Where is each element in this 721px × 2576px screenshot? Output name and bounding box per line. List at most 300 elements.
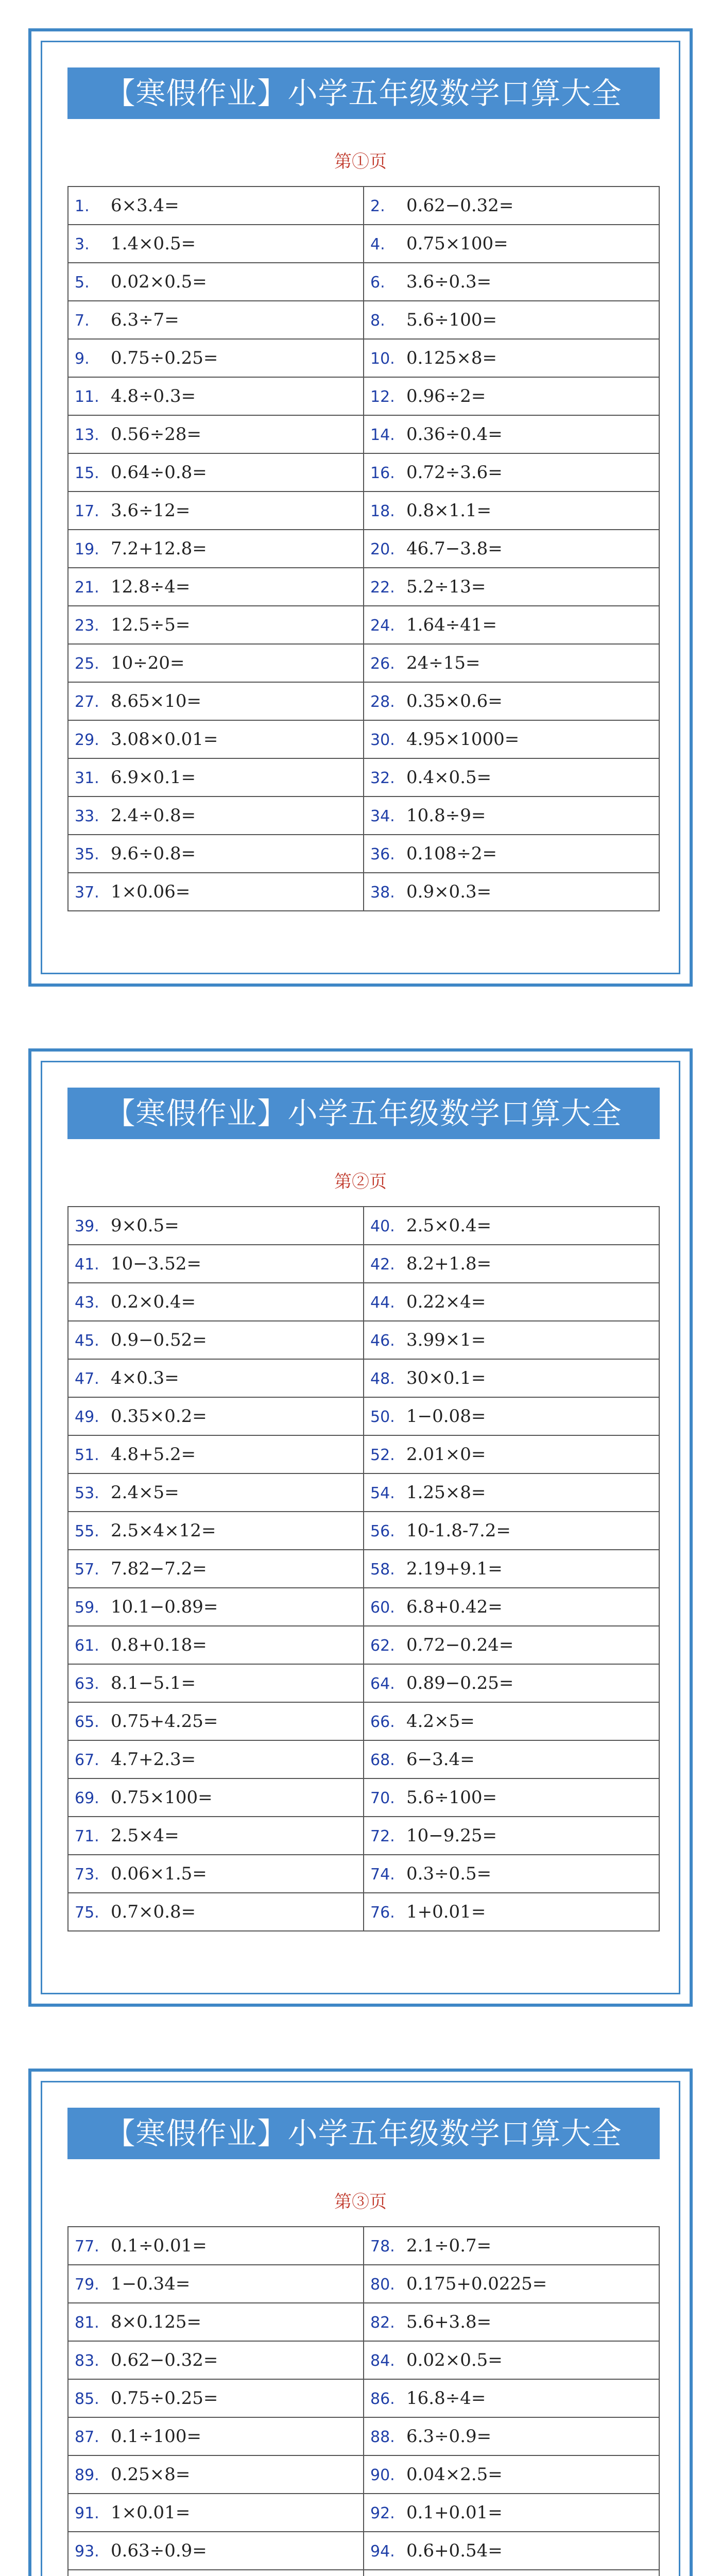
problem-expression: 12.5÷5= xyxy=(111,615,191,635)
problem-cell xyxy=(364,1817,659,1855)
problem-cell xyxy=(68,1512,364,1550)
problem-cell xyxy=(68,1740,364,1778)
problem-number: 24. xyxy=(370,617,395,635)
table-row xyxy=(68,2570,659,2576)
problem-cell xyxy=(68,2455,364,2494)
problem-number: 84. xyxy=(370,2352,395,2370)
problem-number: 23. xyxy=(75,617,99,635)
problem-cell xyxy=(68,263,364,301)
problem-expression: 3.6÷12= xyxy=(111,500,191,521)
problem-number: 31. xyxy=(75,769,99,787)
table-row xyxy=(68,301,659,339)
problem-cell xyxy=(364,415,659,453)
table-row xyxy=(68,1359,659,1397)
problem-number: 26. xyxy=(370,655,395,673)
problem-expression: 10−3.52= xyxy=(111,1253,201,1274)
problem-number: 29. xyxy=(75,731,99,749)
problem-expression: 0.35×0.2= xyxy=(111,1406,207,1427)
problem-expression: 10.1−0.89= xyxy=(111,1597,218,1617)
problem-cell xyxy=(364,1435,659,1473)
problem-number: 45. xyxy=(75,1332,99,1350)
table-row xyxy=(68,835,659,873)
table-row xyxy=(68,2265,659,2303)
table-row xyxy=(68,644,659,682)
problem-cell xyxy=(68,606,364,644)
problem-expression: 0.175+0.0225= xyxy=(406,2274,547,2294)
problem-cell xyxy=(364,2265,659,2303)
problem-number: 91. xyxy=(75,2504,99,2522)
problem-expression: 10÷20= xyxy=(111,653,185,673)
problem-cell xyxy=(68,1359,364,1397)
problem-number: 12. xyxy=(370,388,395,406)
problem-expression: 0.89−0.25= xyxy=(406,1673,514,1693)
problem-expression: 0.8+0.18= xyxy=(111,1635,207,1655)
problem-number: 50. xyxy=(370,1408,395,1426)
problem-cell xyxy=(364,2532,659,2570)
problem-number: 67. xyxy=(75,1751,99,1769)
table-row xyxy=(68,225,659,263)
problem-cell xyxy=(68,187,364,225)
problem-number: 79. xyxy=(75,2276,99,2294)
problem-expression: 0.7×0.8= xyxy=(111,1902,196,1922)
worksheet-page xyxy=(28,1048,693,2007)
table-row xyxy=(68,263,659,301)
problem-cell xyxy=(364,1473,659,1512)
problem-expression: 4.8÷0.3= xyxy=(111,386,196,406)
problem-expression: 4.2×5= xyxy=(406,1711,475,1732)
problem-number: 49. xyxy=(75,1408,99,1426)
problem-number: 76. xyxy=(370,1904,395,1922)
problem-expression: 5.6÷100= xyxy=(406,310,497,330)
problem-expression: 10−9.25= xyxy=(406,1825,497,1846)
problem-cell xyxy=(68,2379,364,2417)
table-row xyxy=(68,453,659,492)
problem-cell xyxy=(364,339,659,377)
problem-expression: 0.96÷2= xyxy=(406,386,486,406)
problem-expression: 1×0.01= xyxy=(111,2502,191,2523)
problem-expression: 2.01×0= xyxy=(406,1444,486,1465)
problem-table xyxy=(67,2226,660,2576)
problem-number: 89. xyxy=(75,2466,99,2484)
problem-cell xyxy=(68,1550,364,1588)
problem-expression: 0.62−0.32= xyxy=(406,195,514,216)
problem-number: 35. xyxy=(75,845,99,863)
problem-expression: 8.65×10= xyxy=(111,691,201,711)
table-row xyxy=(68,1321,659,1359)
problem-number: 66. xyxy=(370,1713,395,1731)
problem-cell xyxy=(68,568,364,606)
problem-number: 20. xyxy=(370,540,395,558)
problem-expression: 16.8÷4= xyxy=(406,2388,486,2409)
problem-expression: 0.25×8= xyxy=(111,2464,191,2485)
table-row xyxy=(68,1855,659,1893)
problem-cell xyxy=(364,1778,659,1817)
table-row xyxy=(68,1397,659,1435)
problem-expression: 0.9−0.52= xyxy=(111,1330,207,1350)
problem-cell xyxy=(68,1817,364,1855)
problem-number: 14. xyxy=(370,426,395,444)
problem-expression: 0.02×0.5= xyxy=(406,2350,503,2370)
problem-expression: 0.75÷0.25= xyxy=(111,2388,218,2409)
problem-cell xyxy=(364,1321,659,1359)
problem-number: 33. xyxy=(75,807,99,825)
problem-cell xyxy=(364,1283,659,1321)
problem-cell xyxy=(68,796,364,835)
problem-expression: 1.25×8= xyxy=(406,1482,486,1503)
problem-number: 70. xyxy=(370,1789,395,1807)
problem-expression: 1.4×0.5= xyxy=(111,233,196,254)
problem-cell xyxy=(68,453,364,492)
problem-number: 63. xyxy=(75,1675,99,1693)
problem-cell xyxy=(364,530,659,568)
problem-number: 69. xyxy=(75,1789,99,1807)
problem-number: 48. xyxy=(370,1370,395,1388)
problem-number: 8. xyxy=(370,312,385,330)
problem-expression: 0.6+0.54= xyxy=(406,2540,503,2561)
table-row xyxy=(68,339,659,377)
problem-cell xyxy=(68,492,364,530)
problem-expression: 46.7−3.8= xyxy=(406,538,503,559)
problem-expression: 0.125×8= xyxy=(406,348,497,368)
problem-expression: 6.3÷0.9= xyxy=(406,2426,492,2447)
table-row xyxy=(68,377,659,415)
problem-expression: 0.75+4.25= xyxy=(111,1711,218,1732)
table-row xyxy=(68,2417,659,2455)
table-row xyxy=(68,1550,659,1588)
problem-expression: 5.6÷100= xyxy=(406,1787,497,1808)
table-row xyxy=(68,1664,659,1702)
problem-number: 41. xyxy=(75,1256,99,1274)
problem-expression: 0.02×0.5= xyxy=(111,272,207,292)
problem-number: 68. xyxy=(370,1751,395,1769)
problem-expression: 2.4÷0.8= xyxy=(111,805,196,826)
table-row xyxy=(68,2532,659,2570)
table-row xyxy=(68,1740,659,1778)
problem-cell xyxy=(68,377,364,415)
problem-expression: 0.1÷100= xyxy=(111,2426,201,2447)
problem-number: 90. xyxy=(370,2466,395,2484)
problem-number: 27. xyxy=(75,693,99,711)
table-row xyxy=(68,796,659,835)
problem-expression: 0.72÷3.6= xyxy=(406,462,503,483)
problem-cell xyxy=(68,2532,364,2570)
problem-number: 56. xyxy=(370,1522,395,1540)
problem-number: 77. xyxy=(75,2238,99,2256)
problem-cell xyxy=(364,492,659,530)
problem-expression: 9.6÷0.8= xyxy=(111,843,196,864)
problem-cell xyxy=(364,1359,659,1397)
table-row xyxy=(68,568,659,606)
table-row xyxy=(68,1778,659,1817)
problem-number: 28. xyxy=(370,693,395,711)
problem-cell xyxy=(68,2570,364,2576)
problem-expression: 10-1.8-7.2= xyxy=(406,1520,511,1541)
problem-cell xyxy=(68,530,364,568)
table-row xyxy=(68,1702,659,1740)
problem-cell xyxy=(68,1778,364,1817)
problem-number: 71. xyxy=(75,1827,99,1845)
table-row xyxy=(68,1473,659,1512)
table-row xyxy=(68,682,659,720)
problem-number: 65. xyxy=(75,1713,99,1731)
problem-expression: 2.5×4= xyxy=(111,1825,179,1846)
problem-expression: 0.36÷0.4= xyxy=(406,424,503,445)
problem-cell xyxy=(364,2417,659,2455)
problem-cell xyxy=(68,644,364,682)
table-row xyxy=(68,1817,659,1855)
problem-expression: 0.9×0.3= xyxy=(406,882,492,902)
problem-cell xyxy=(364,2379,659,2417)
problem-expression: 4×0.3= xyxy=(111,1368,179,1388)
problem-number: 43. xyxy=(75,1294,99,1312)
problem-cell xyxy=(364,301,659,339)
problem-cell xyxy=(68,301,364,339)
problem-expression: 2.5×4×12= xyxy=(111,1520,216,1541)
table-row xyxy=(68,2494,659,2532)
problem-cell xyxy=(364,1664,659,1702)
problem-cell xyxy=(68,1855,364,1893)
table-row xyxy=(68,1207,659,1245)
problem-expression: 7.82−7.2= xyxy=(111,1558,207,1579)
problem-expression: 0.1÷0.01= xyxy=(111,2235,207,2256)
problem-cell xyxy=(364,453,659,492)
problem-number: 6. xyxy=(370,274,385,292)
problem-number: 51. xyxy=(75,1446,99,1464)
problem-expression: 8.2+1.8= xyxy=(406,1253,492,1274)
problem-number: 25. xyxy=(75,655,99,673)
problem-number: 52. xyxy=(370,1446,395,1464)
problem-number: 75. xyxy=(75,1904,99,1922)
problem-cell xyxy=(364,720,659,758)
page-title-banner: 【寒假作业】小学五年级数学口算大全 xyxy=(67,67,660,119)
problem-number: 46. xyxy=(370,1332,395,1350)
problem-number: 21. xyxy=(75,579,99,597)
problem-number: 17. xyxy=(75,502,99,520)
problem-number: 37. xyxy=(75,884,99,902)
problem-number: 4. xyxy=(370,235,385,253)
problem-number: 83. xyxy=(75,2352,99,2370)
problem-number: 42. xyxy=(370,1256,395,1274)
problem-number: 1. xyxy=(75,197,90,215)
problem-expression: 6.9×0.1= xyxy=(111,767,196,788)
problem-number: 9. xyxy=(75,350,90,368)
problem-expression: 24÷15= xyxy=(406,653,480,673)
problem-expression: 0.4×0.5= xyxy=(406,767,492,788)
problem-expression: 1×0.06= xyxy=(111,882,191,902)
problem-cell xyxy=(68,1588,364,1626)
problem-cell xyxy=(364,187,659,225)
problem-expression: 1.64÷41= xyxy=(406,615,497,635)
problem-cell xyxy=(364,1512,659,1550)
problem-expression: 10.8÷9= xyxy=(406,805,486,826)
problem-cell xyxy=(68,1283,364,1321)
problem-number: 40. xyxy=(370,1217,395,1235)
problem-expression: 2.19+9.1= xyxy=(406,1558,503,1579)
problem-expression: 6.8+0.42= xyxy=(406,1597,503,1617)
table-row xyxy=(68,1283,659,1321)
problem-cell xyxy=(68,1473,364,1512)
problem-cell xyxy=(68,1397,364,1435)
table-row xyxy=(68,530,659,568)
problem-number: 54. xyxy=(370,1484,395,1502)
problem-cell xyxy=(68,1893,364,1931)
problem-cell xyxy=(364,873,659,911)
problem-cell xyxy=(68,1626,364,1664)
problem-cell xyxy=(68,339,364,377)
problem-expression: 0.72−0.24= xyxy=(406,1635,514,1655)
problem-number: 55. xyxy=(75,1522,99,1540)
table-row xyxy=(68,873,659,911)
problem-number: 59. xyxy=(75,1599,99,1617)
problem-expression: 3.08×0.01= xyxy=(111,729,218,750)
problem-number: 34. xyxy=(370,807,395,825)
problem-number: 85. xyxy=(75,2390,99,2408)
problem-cell xyxy=(68,873,364,911)
problem-expression: 6×3.4= xyxy=(111,195,179,216)
problem-number: 81. xyxy=(75,2314,99,2332)
problem-cell xyxy=(364,1550,659,1588)
problem-number: 19. xyxy=(75,540,99,558)
page-number-label: 第③页 xyxy=(334,2192,387,2212)
worksheet-page xyxy=(28,2069,693,2576)
problem-expression: 2.5×0.4= xyxy=(406,1215,492,1236)
problem-number: 61. xyxy=(75,1637,99,1655)
problem-expression: 0.3÷0.5= xyxy=(406,1863,492,1884)
problem-number: 5. xyxy=(75,274,90,292)
problem-cell xyxy=(364,758,659,796)
problem-cell xyxy=(364,1588,659,1626)
problem-cell xyxy=(364,1740,659,1778)
problem-number: 86. xyxy=(370,2390,395,2408)
page-title-banner: 【寒假作业】小学五年级数学口算大全 xyxy=(67,1088,660,1139)
problem-expression: 4.8+5.2= xyxy=(111,1444,196,1465)
problem-cell xyxy=(68,682,364,720)
page-number-label: 第①页 xyxy=(334,151,387,172)
problem-expression: 6−3.4= xyxy=(406,1749,475,1770)
problem-cell xyxy=(364,2303,659,2341)
problem-expression: 4.7+2.3= xyxy=(111,1749,196,1770)
table-row xyxy=(68,1626,659,1664)
problem-cell xyxy=(68,2494,364,2532)
table-row xyxy=(68,1893,659,1931)
problem-cell xyxy=(68,225,364,263)
problem-expression: 4.95×1000= xyxy=(406,729,520,750)
problem-number: 93. xyxy=(75,2543,99,2561)
table-row xyxy=(68,2379,659,2417)
table-row xyxy=(68,1245,659,1283)
problem-expression: 5.6+3.8= xyxy=(406,2312,492,2332)
problem-expression: 3.99×1= xyxy=(406,1330,486,1350)
problem-cell xyxy=(68,835,364,873)
problem-expression: 1+0.01= xyxy=(406,1902,486,1922)
problem-expression: 2.1÷0.7= xyxy=(406,2235,492,2256)
table-row xyxy=(68,187,659,225)
problem-number: 47. xyxy=(75,1370,99,1388)
problem-number: 72. xyxy=(370,1827,395,1845)
problem-table xyxy=(67,186,660,911)
problem-cell xyxy=(364,377,659,415)
problem-expression: 0.56÷28= xyxy=(111,424,201,445)
problem-cell xyxy=(68,758,364,796)
problem-expression: 0.75×100= xyxy=(406,233,508,254)
problem-expression: 0.75÷0.25= xyxy=(111,348,218,368)
problem-expression: 0.64÷0.8= xyxy=(111,462,207,483)
problem-cell xyxy=(68,1702,364,1740)
problem-cell xyxy=(364,1893,659,1931)
problem-number: 92. xyxy=(370,2504,395,2522)
problem-cell xyxy=(68,415,364,453)
problem-cell xyxy=(364,1626,659,1664)
problem-cell xyxy=(68,1321,364,1359)
problem-number: 82. xyxy=(370,2314,395,2332)
problem-expression: 3.6÷0.3= xyxy=(406,272,492,292)
problem-expression: 2.4×5= xyxy=(111,1482,179,1503)
problem-expression: 8.1−5.1= xyxy=(111,1673,196,1693)
problem-expression: 30×0.1= xyxy=(406,1368,486,1388)
problem-cell xyxy=(364,796,659,835)
problem-expression: 0.06×1.5= xyxy=(111,1863,207,1884)
problem-number: 18. xyxy=(370,502,395,520)
problem-expression: 9×0.5= xyxy=(111,1215,179,1236)
problem-cell xyxy=(364,225,659,263)
table-row xyxy=(68,1512,659,1550)
problem-number: 44. xyxy=(370,1294,395,1312)
problem-expression: 0.22×4= xyxy=(406,1292,486,1312)
problem-expression: 0.75×100= xyxy=(111,1787,213,1808)
problem-expression: 8×0.125= xyxy=(111,2312,201,2332)
problem-cell xyxy=(68,720,364,758)
problem-number: 22. xyxy=(370,579,395,597)
problem-number: 53. xyxy=(75,1484,99,1502)
page-number-label: 第②页 xyxy=(334,1172,387,1192)
problem-cell xyxy=(364,1397,659,1435)
problem-cell xyxy=(364,2227,659,2265)
problem-cell xyxy=(364,2494,659,2532)
page-title-banner: 【寒假作业】小学五年级数学口算大全 xyxy=(67,2108,660,2159)
problem-cell xyxy=(68,2417,364,2455)
problem-expression: 0.8×1.1= xyxy=(406,500,492,521)
problem-number: 32. xyxy=(370,769,395,787)
problem-number: 62. xyxy=(370,1637,395,1655)
problem-number: 16. xyxy=(370,464,395,482)
table-row xyxy=(68,415,659,453)
problem-number: 30. xyxy=(370,731,395,749)
problem-number: 73. xyxy=(75,1866,99,1884)
problem-expression: 0.2×0.4= xyxy=(111,1292,196,1312)
problem-number: 13. xyxy=(75,426,99,444)
problem-expression: 0.35×0.6= xyxy=(406,691,503,711)
problem-expression: 0.62−0.32= xyxy=(111,2350,218,2370)
problem-number: 15. xyxy=(75,464,99,482)
problem-expression: 7.2+12.8= xyxy=(111,538,207,559)
problem-expression: 0.1+0.01= xyxy=(406,2502,503,2523)
problem-cell xyxy=(68,2227,364,2265)
problem-expression: 0.63÷0.9= xyxy=(111,2540,207,2561)
table-row xyxy=(68,720,659,758)
problem-cell xyxy=(364,2455,659,2494)
table-row xyxy=(68,606,659,644)
problem-cell xyxy=(364,1207,659,1245)
problem-cell xyxy=(364,263,659,301)
problem-number: 10. xyxy=(370,350,395,368)
problem-number: 58. xyxy=(370,1561,395,1579)
table-row xyxy=(68,2303,659,2341)
problem-cell xyxy=(364,2570,659,2576)
problem-cell xyxy=(364,644,659,682)
problem-number: 36. xyxy=(370,845,395,863)
problem-number: 60. xyxy=(370,1599,395,1617)
problem-cell xyxy=(364,682,659,720)
